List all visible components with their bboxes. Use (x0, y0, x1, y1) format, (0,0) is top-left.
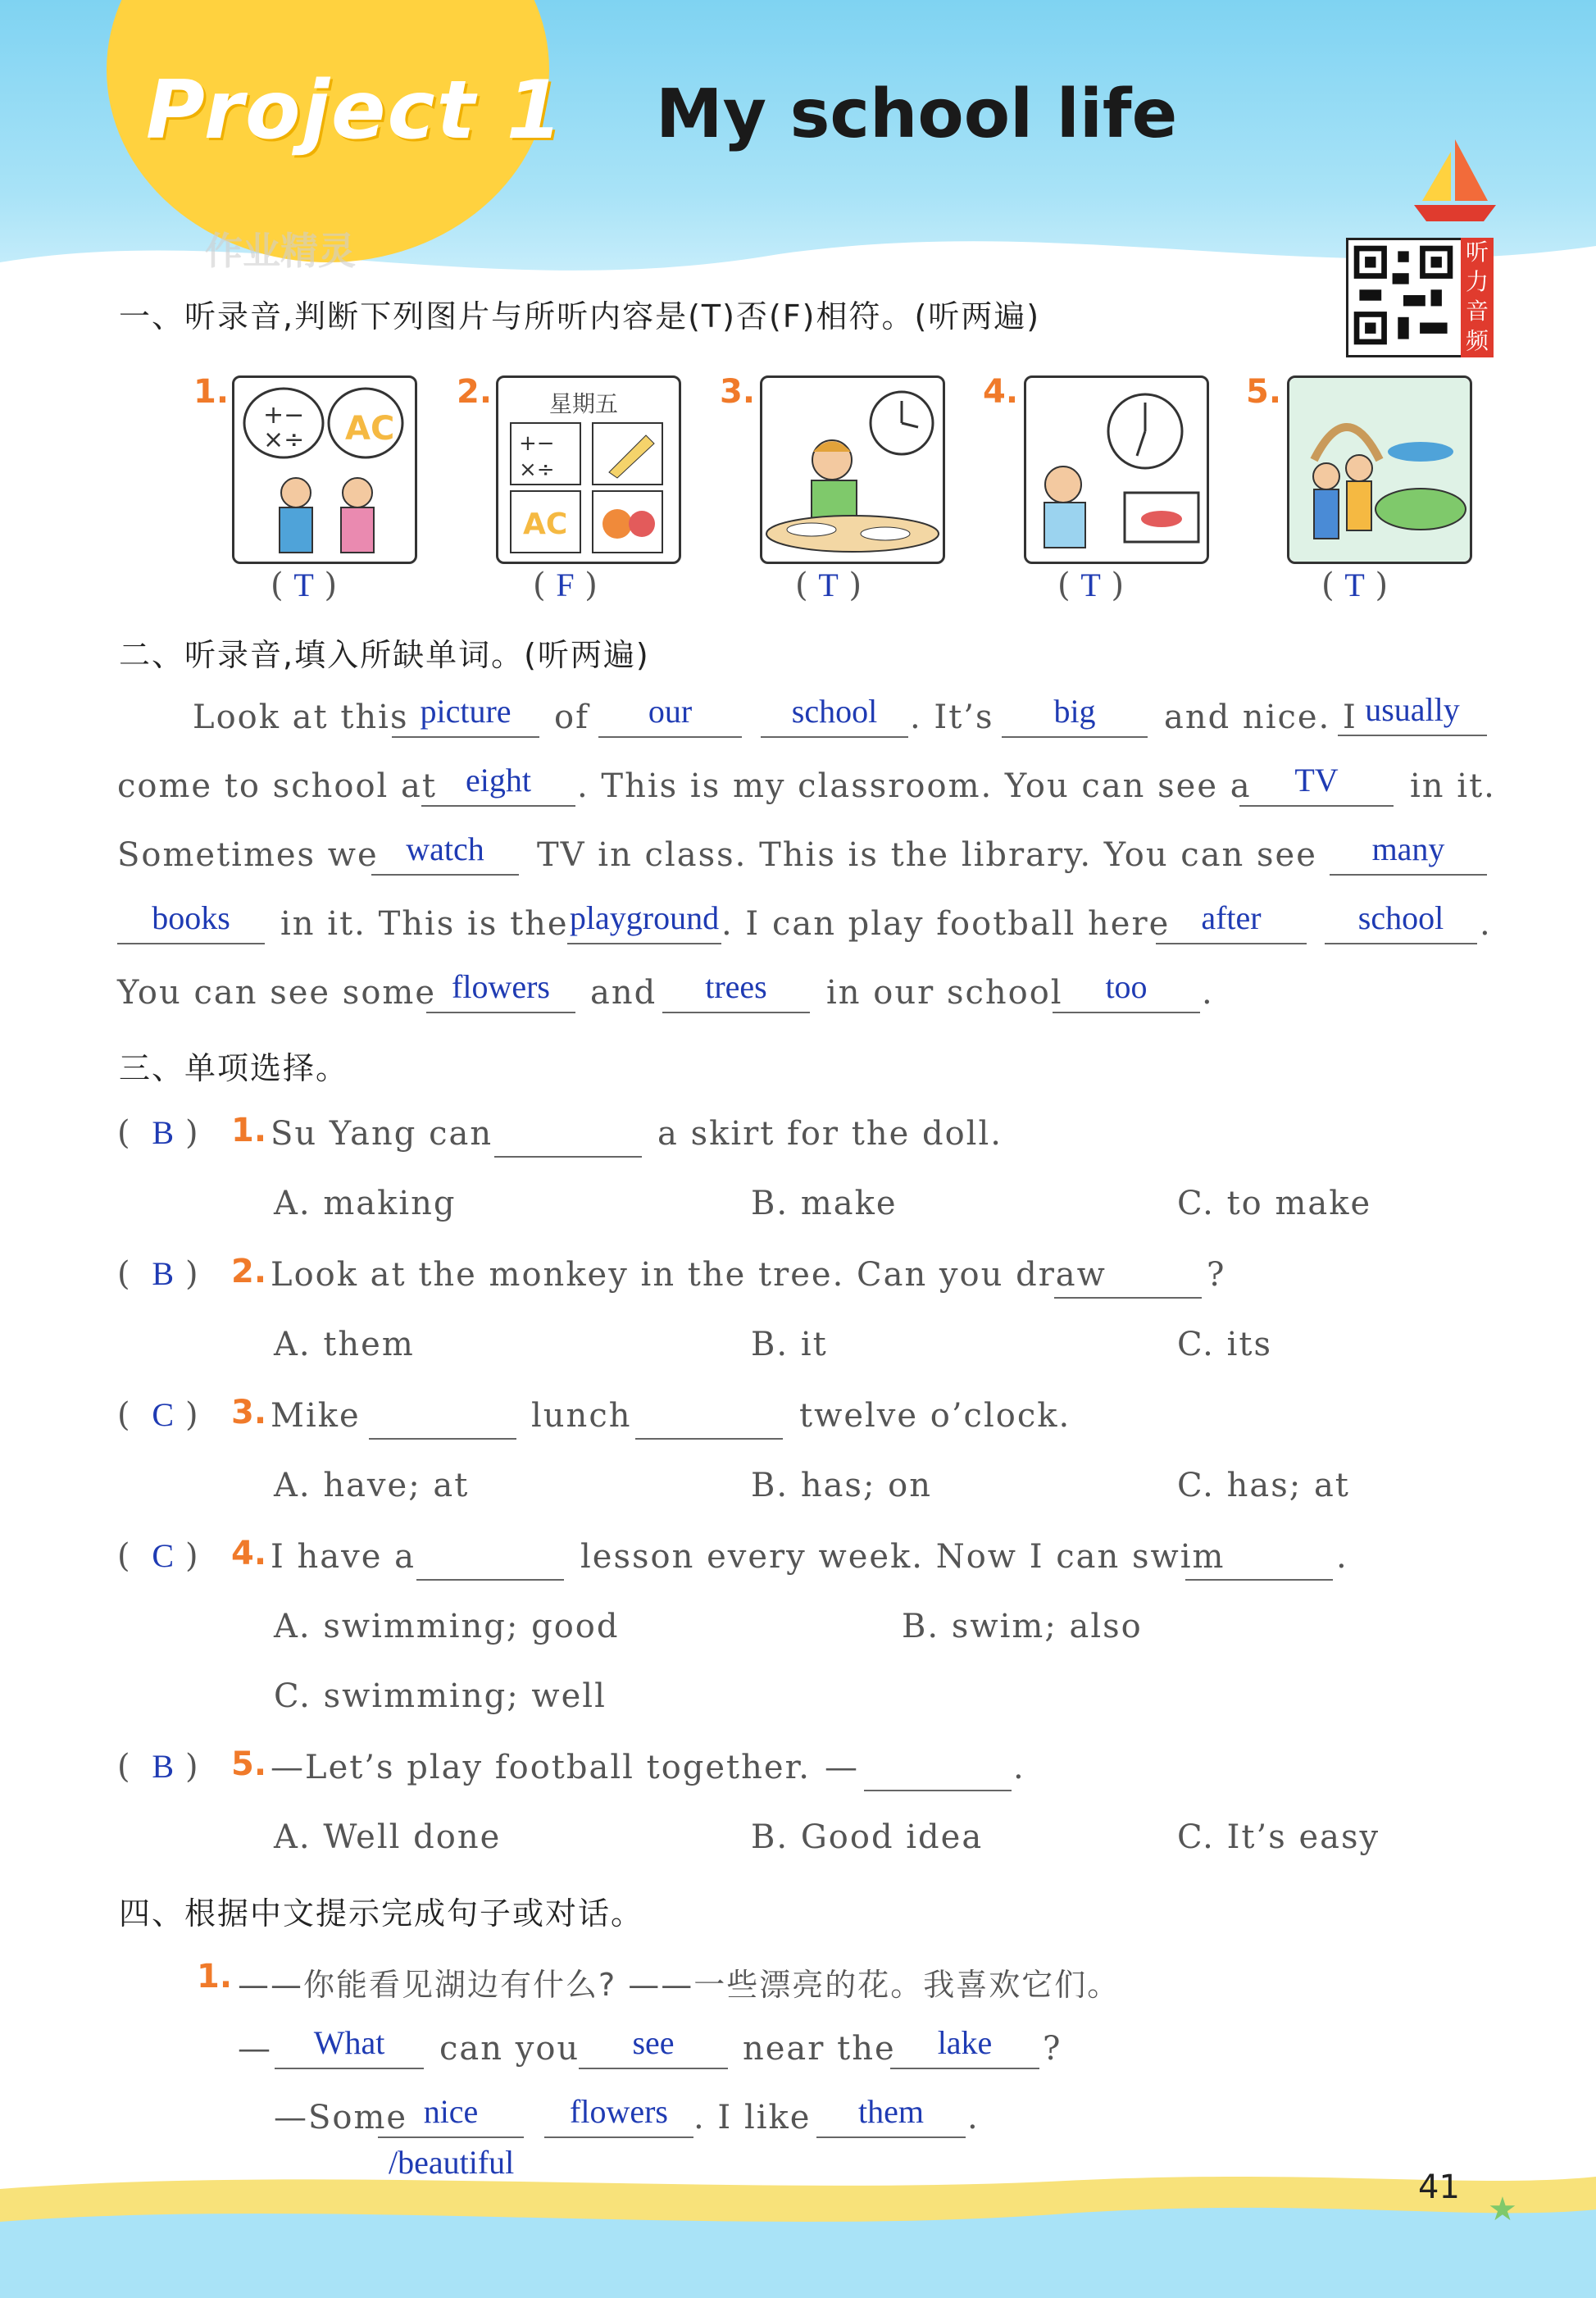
q2-option-a[interactable]: A. them (274, 1326, 415, 1363)
p4-text: . I like (693, 2099, 812, 2136)
q3-option-c[interactable]: C. has; at (1177, 1467, 1350, 1504)
q4-text: . (1336, 1538, 1348, 1576)
p2-blank-16[interactable]: too (1053, 969, 1200, 1013)
p2-blank-9[interactable]: many (1330, 831, 1487, 876)
q1-answer-wrap: ( B ) (117, 1114, 198, 1152)
picture-3 (760, 375, 945, 564)
p4-text: — (238, 2030, 272, 2068)
project-label: Project 1 (146, 64, 564, 157)
p4-blank-them[interactable]: them (816, 2094, 966, 2138)
q4-blank-2[interactable] (1185, 1536, 1333, 1581)
q3-num: 3. (231, 1394, 267, 1431)
q1-text: Su Yang can (271, 1115, 493, 1153)
p1-answer-1-wrap: ( T ) (271, 567, 338, 604)
p2-text: Look at this (193, 699, 409, 736)
p4-blank-see[interactable]: see (579, 2025, 728, 2069)
q4-answer: C (152, 1537, 175, 1574)
q1-text: a skirt for the doll. (657, 1115, 1003, 1153)
q3-text: twelve o’clock. (799, 1397, 1071, 1435)
section-1-title: 一、听录音,判断下列图片与所听内容是(T)否(F)相符。(听两遍) (119, 298, 1041, 334)
p1-num-2: 2. (457, 373, 493, 411)
p1-num-4: 4. (983, 373, 1019, 411)
q5-text: . (1013, 1749, 1025, 1786)
p2-blank-3[interactable]: school (761, 694, 908, 738)
p2-text: . This is my classroom. You can see a (577, 767, 1252, 805)
svg-text:AC: AC (345, 410, 395, 448)
q5-answer-wrap: ( B ) (117, 1748, 198, 1786)
q2-answer-wrap: ( B ) (117, 1255, 198, 1293)
q3-text: Mike (271, 1397, 361, 1435)
p2-blank-14[interactable]: flowers (426, 969, 575, 1013)
p2-blank-7[interactable]: TV (1239, 762, 1394, 807)
q4-option-a[interactable]: A. swimming; good (274, 1608, 620, 1645)
p2-text: and nice. I (1164, 699, 1357, 736)
p1-num-1: 1. (193, 373, 230, 411)
picture-5 (1287, 375, 1472, 564)
p1-answer-4: T (1080, 567, 1101, 603)
watermark: 作业精灵 (205, 229, 356, 273)
q1-answer: B (152, 1114, 175, 1151)
q3-blank-2[interactable] (635, 1395, 783, 1440)
q3-option-a[interactable]: A. have; at (274, 1467, 470, 1504)
p2-text: come to school at (117, 767, 437, 805)
q1-option-a[interactable]: A. making (274, 1185, 457, 1222)
p2-blank-10[interactable]: books (117, 900, 265, 944)
q5-blank[interactable] (864, 1747, 1012, 1791)
p4-chinese-prompt: ——你能看见湖边有什么? ——一些漂亮的花。我喜欢它们。 (238, 1967, 1121, 2003)
p2-blank-2[interactable]: our (598, 694, 742, 738)
page-number: 41 (1418, 2168, 1460, 2206)
p2-text: in our school (826, 974, 1063, 1012)
p1-answer-1: T (293, 567, 314, 603)
q2-text: Look at the monkey in the tree. Can you draw (271, 1256, 1107, 1294)
p1-answer-4-wrap: ( T ) (1057, 567, 1125, 604)
q2-answer: B (152, 1255, 175, 1292)
page-title: My school life (656, 75, 1178, 153)
q1-num: 1. (231, 1112, 267, 1149)
q5-option-b[interactable]: B. Good idea (751, 1818, 984, 1856)
p4-blank-lake[interactable]: lake (890, 2025, 1039, 2069)
p4-text: . (967, 2099, 980, 2136)
p2-blank-15[interactable]: trees (662, 969, 810, 1013)
q5-answer: B (152, 1748, 175, 1785)
q2-option-b[interactable]: B. it (751, 1326, 828, 1363)
qr-code-icon[interactable] (1346, 238, 1466, 357)
svg-text:+−: +− (519, 431, 555, 456)
q1-option-b[interactable]: B. make (751, 1185, 898, 1222)
p4-blank-what[interactable]: What (275, 2025, 424, 2069)
q4-blank-1[interactable] (416, 1536, 564, 1581)
p1-answer-5: T (1344, 567, 1365, 603)
picture-1 (232, 375, 417, 564)
p2-text: in it. (1410, 767, 1496, 805)
p4-blank-flowers[interactable]: flowers (544, 2094, 693, 2138)
p2-blank-6[interactable]: eight (421, 762, 575, 807)
sailboat-icon (1410, 135, 1500, 225)
p2-text: Sometimes we (117, 836, 379, 874)
p2-text: . (1202, 974, 1214, 1012)
q4-option-b[interactable]: B. swim; also (902, 1608, 1143, 1645)
q1-blank[interactable] (494, 1113, 642, 1158)
section-2-title: 二、听录音,填入所缺单词。(听两遍) (119, 637, 650, 673)
svg-text:×÷: ×÷ (519, 457, 555, 482)
q4-text: I have a (271, 1538, 416, 1576)
p2-blank-11[interactable]: playground (567, 900, 721, 944)
q1-option-c[interactable]: C. to make (1177, 1185, 1372, 1222)
p1-answer-3: T (818, 567, 839, 603)
p4-text: —Some (274, 2099, 408, 2136)
p4-num-1: 1. (197, 1958, 233, 1995)
q3-answer-wrap: ( C ) (117, 1396, 198, 1434)
p2-blank-12[interactable]: after (1156, 900, 1307, 944)
p2-text: of (554, 699, 589, 736)
p1-answer-5-wrap: ( T ) (1321, 567, 1389, 604)
p1-num-5: 5. (1246, 373, 1282, 411)
svg-text:AC: AC (523, 507, 568, 541)
friday-label: 星期五 (549, 390, 619, 417)
q3-option-b[interactable]: B. has; on (751, 1467, 932, 1504)
p2-blank-8[interactable]: watch (371, 831, 519, 876)
q2-num: 2. (231, 1253, 267, 1290)
p2-text: in it. This is the (280, 905, 569, 943)
star-icon: ★ (1488, 2191, 1517, 2228)
p4-blank-nice[interactable]: nice (378, 2094, 524, 2138)
p2-text: You can see some (117, 974, 437, 1012)
q5-option-c[interactable]: C. It’s easy (1177, 1818, 1380, 1856)
picture-4 (1024, 375, 1209, 564)
svg-text:+−: +− (263, 401, 305, 430)
p4-text: near the (743, 2030, 896, 2068)
p2-blank-5[interactable]: usually (1338, 692, 1487, 736)
q3-blank-1[interactable] (369, 1395, 516, 1440)
audio-label[interactable]: 听力音频 (1461, 238, 1494, 357)
q5-option-a[interactable]: A. Well done (274, 1818, 502, 1856)
p2-blank-4[interactable]: big (1002, 694, 1148, 738)
p1-answer-2: F (556, 567, 575, 603)
p1-answer-2-wrap: ( F ) (533, 567, 598, 604)
p1-num-3: 3. (720, 373, 756, 411)
q2-blank[interactable] (1054, 1254, 1202, 1299)
p2-text: . (1480, 905, 1492, 943)
p4-alt-answer: /beautiful (389, 2144, 515, 2181)
svg-text:×÷: ×÷ (263, 425, 305, 454)
section-4-title: 四、根据中文提示完成句子或对话。 (119, 1895, 644, 1932)
picture-2 (496, 375, 681, 564)
p2-blank-1[interactable]: picture (392, 694, 539, 738)
q5-num: 5. (231, 1745, 267, 1783)
q4-num: 4. (231, 1535, 267, 1572)
p2-text: . It’s (910, 699, 994, 736)
q4-answer-wrap: ( C ) (117, 1537, 198, 1575)
p2-blank-13[interactable]: school (1325, 900, 1477, 944)
p4-text: ? (1043, 2030, 1062, 2068)
q3-answer: C (152, 1396, 175, 1433)
q5-text: —Let’s play football together. (271, 1749, 812, 1786)
footer-wave (0, 2164, 1596, 2298)
section-3-title: 三、单项选择。 (119, 1050, 349, 1086)
q2-text: ? (1207, 1256, 1226, 1294)
q3-text: lunch (531, 1397, 632, 1435)
q4-option-c[interactable]: C. swimming; well (274, 1677, 607, 1715)
p4-text: can you (439, 2030, 580, 2068)
p1-answer-3-wrap: ( T ) (795, 567, 862, 604)
p2-text: TV in class. This is the library. You can see (537, 836, 1317, 874)
p2-text: . I can play football here (721, 905, 1171, 943)
p2-text: and (590, 974, 657, 1012)
q5-text: — (825, 1749, 859, 1786)
q4-text: lesson every week. Now I can swim (580, 1538, 1225, 1576)
q2-option-c[interactable]: C. its (1177, 1326, 1273, 1363)
